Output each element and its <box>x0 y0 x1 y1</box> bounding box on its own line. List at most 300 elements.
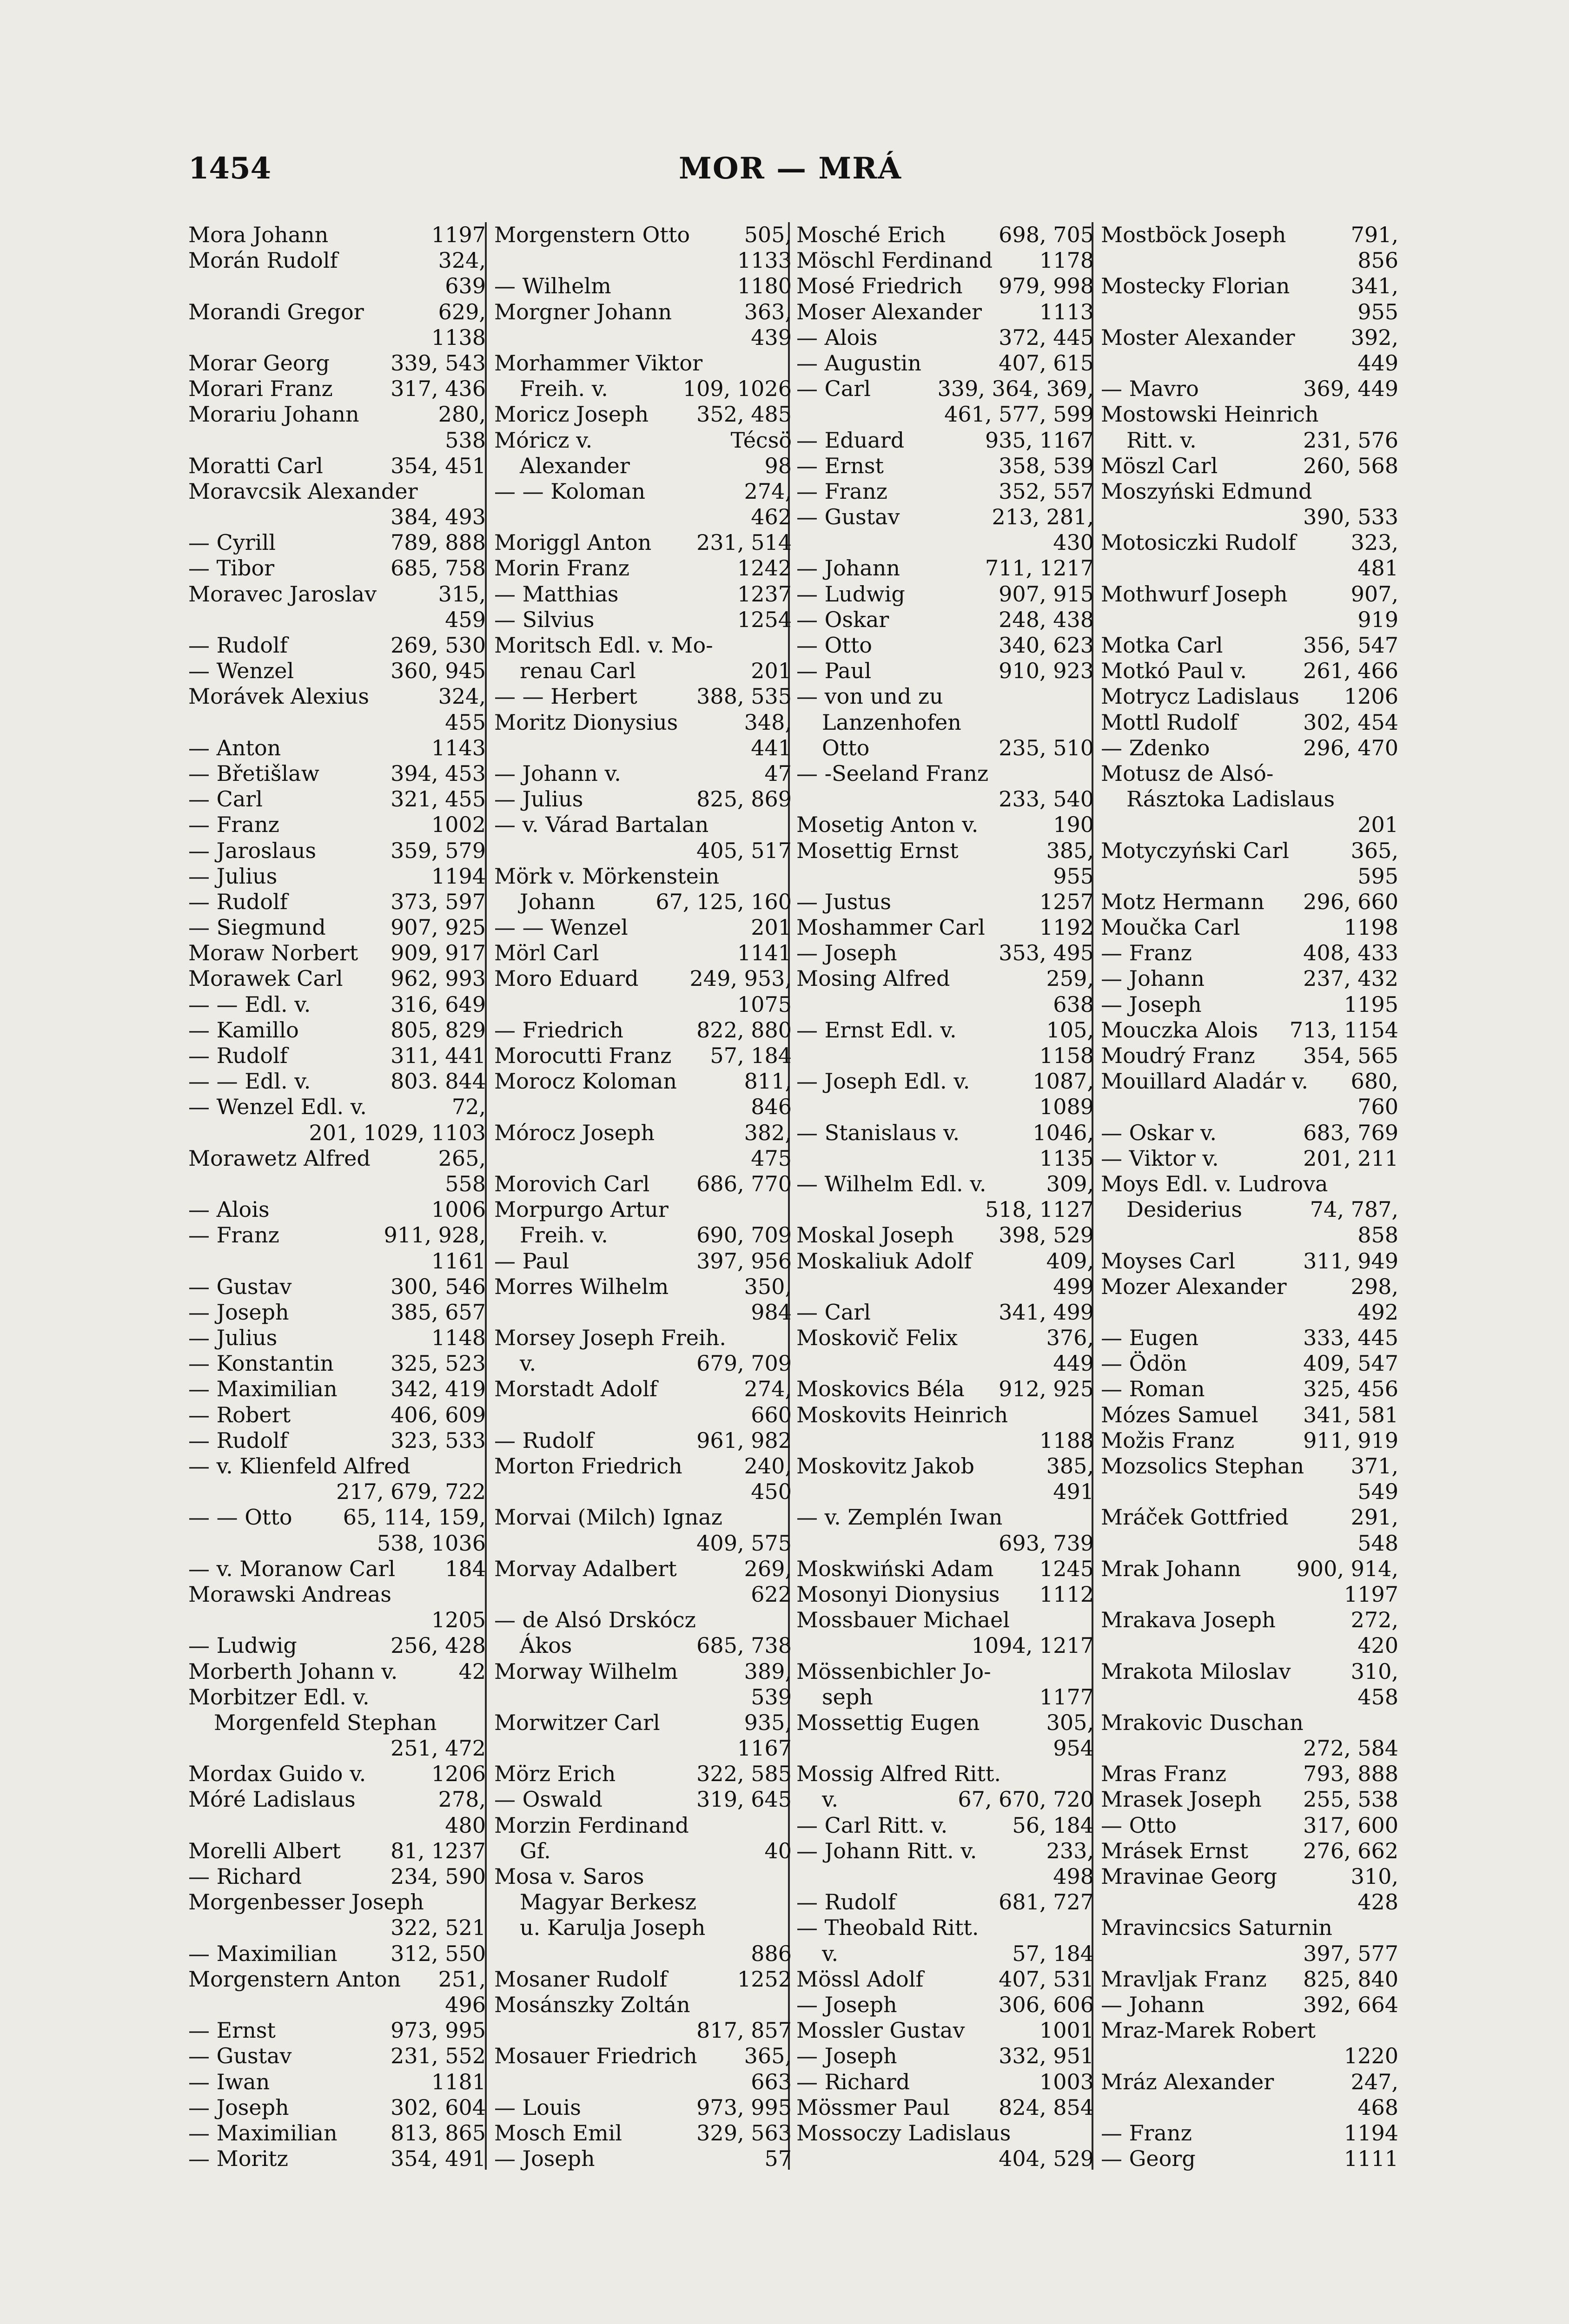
index-entry <box>796 325 1094 350</box>
entry-name: Mozsolics Stephan <box>1101 1453 1304 1479</box>
entry-name: Mouczka Alois <box>1101 1017 1258 1043</box>
index-entry <box>1101 1838 1398 1864</box>
index-entry-line: Mossbauer Michael <box>796 1607 1010 1633</box>
index-entry <box>1101 1069 1398 1094</box>
index-entry-line: Mostowski Heinrich <box>1101 402 1319 427</box>
entry-name: v. <box>822 1787 839 1812</box>
entry-pages: 255, 538 <box>1303 1787 1398 1812</box>
entry-name: — Rudolf <box>188 1427 288 1453</box>
index-entry-line: — v. Zemplén Iwan <box>796 1505 1003 1530</box>
entry-name: — Franz <box>796 478 887 504</box>
entry-page-continuation: 480 <box>445 1812 486 1838</box>
entry-name: — Johann v. <box>494 760 621 786</box>
entry-page-continuation: 272, 584 <box>1303 1736 1398 1761</box>
entry-pages: 296, 660 <box>1303 889 1398 914</box>
entry-page-continuation: 233, 540 <box>999 786 1094 812</box>
entry-pages: 234, 590 <box>391 1864 486 1889</box>
entry-pages: 679, 709 <box>696 1351 792 1376</box>
entry-pages: 350, <box>744 1274 792 1299</box>
entry-pages: 98 <box>764 453 792 478</box>
entry-name: — Oswald <box>494 1787 602 1812</box>
index-entry-line: — von und zu <box>796 684 943 709</box>
entry-name: — Franz <box>1101 940 1192 966</box>
entry-pages: 321, 455 <box>391 786 486 812</box>
entry-pages: 1143 <box>431 735 486 760</box>
entry-pages: 962, 993 <box>391 966 486 991</box>
entry-name: Mosché Erich <box>796 222 946 247</box>
entry-pages: 302, 604 <box>391 2094 486 2120</box>
entry-name: Móricz v. <box>494 427 593 453</box>
entry-pages: 1254 <box>737 607 792 632</box>
entry-name: — Joseph <box>1101 991 1202 1017</box>
index-entry <box>1101 2069 1398 2095</box>
entry-pages: 312, 550 <box>391 1941 486 1966</box>
index-entry <box>188 1838 486 1864</box>
entry-pages: 1111 <box>1344 2146 1398 2172</box>
entry-pages: 813, 865 <box>391 2120 486 2146</box>
entry-pages: 979, 998 <box>999 273 1094 299</box>
index-entry <box>494 2146 792 2172</box>
index-entry <box>796 376 1094 402</box>
index-entry <box>188 2069 486 2095</box>
entry-name: Mothwurf Joseph <box>1101 581 1288 607</box>
index-entry <box>188 1376 486 1402</box>
entry-name: — Franz <box>1101 2120 1192 2146</box>
entry-name: — — Edl. v. <box>188 991 311 1017</box>
index-entry <box>188 1633 486 1658</box>
index-entry <box>1101 1505 1398 1530</box>
entry-pages: 332, 951 <box>999 2043 1094 2069</box>
entry-pages: 1046, <box>1033 1120 1094 1145</box>
index-entry <box>188 1659 486 1684</box>
entry-pages: 1194 <box>431 863 486 889</box>
entry-pages: 352, 557 <box>999 478 1094 504</box>
entry-page-continuation: 459 <box>445 607 486 632</box>
entry-pages: 333, 445 <box>1303 1325 1398 1351</box>
entry-name: Morton Friedrich <box>494 1453 682 1479</box>
entry-pages: 248, 438 <box>999 607 1094 632</box>
index-entry <box>1101 1274 1398 1300</box>
index-entry <box>494 1376 792 1402</box>
index-entry <box>1101 940 1398 966</box>
entry-name: — Viktor v. <box>1101 1145 1219 1171</box>
index-entry <box>1101 1017 1398 1043</box>
index-entry <box>1101 2120 1398 2146</box>
index-entry <box>796 1376 1094 1402</box>
entry-page-continuation: 492 <box>1357 1299 1398 1325</box>
entry-page-continuation: 430 <box>1053 530 1094 555</box>
entry-pages: 278, <box>438 1787 486 1812</box>
index-entry <box>796 479 1094 504</box>
index-entry <box>494 1351 792 1376</box>
index-entry <box>1101 1376 1398 1402</box>
index-entry <box>1101 376 1398 402</box>
entry-pages: 353, 495 <box>999 940 1094 966</box>
index-entry <box>494 710 792 735</box>
index-entry <box>1101 838 1398 864</box>
entry-pages: 1113 <box>1039 299 1094 324</box>
entry-pages: 260, 568 <box>1303 453 1398 478</box>
entry-name: Morocz Koloman <box>494 1069 677 1094</box>
entry-pages: 231, 514 <box>696 530 792 555</box>
entry-name: Morway Wilhelm <box>494 1658 678 1684</box>
entry-page-continuation: 201, 1029, 1103 <box>309 1120 486 1145</box>
entry-name: — Richard <box>796 2069 910 2094</box>
index-entry <box>188 1941 486 1967</box>
index-entry <box>1101 2146 1398 2172</box>
index-entry <box>188 1505 486 1530</box>
entry-pages: 385, <box>1046 1453 1094 1479</box>
entry-pages: 47 <box>764 760 792 786</box>
index-entry <box>188 1222 486 1248</box>
entry-name: Moratti Carl <box>188 453 323 478</box>
entry-pages: 341, 581 <box>1303 1402 1398 1427</box>
index-entry <box>188 1197 486 1222</box>
entry-pages: 1206 <box>1344 684 1398 709</box>
entry-name: — Alois <box>796 324 878 350</box>
entry-name: — Joseph <box>494 2146 595 2172</box>
entry-page-continuation: 558 <box>445 1171 486 1196</box>
entry-page-continuation: 693, 739 <box>999 1530 1094 1556</box>
entry-name: Alexander <box>520 453 630 478</box>
entry-pages: 359, 579 <box>391 838 486 863</box>
entry-name: Mravinae Georg <box>1101 1864 1278 1889</box>
index-entry-line: Motusz de Alsó- <box>1101 760 1274 786</box>
entry-pages: 341, <box>1351 273 1398 299</box>
entry-pages: 629, <box>438 299 486 324</box>
entry-pages: 81, 1237 <box>391 1838 486 1863</box>
entry-name: — Wilhelm Edl. v. <box>796 1171 986 1196</box>
entry-pages: 408, 433 <box>1303 940 1398 966</box>
entry-pages: 711, 1217 <box>985 555 1094 581</box>
entry-name: Motosiczki Rudolf <box>1101 530 1296 555</box>
index-entry <box>188 966 486 991</box>
index-entry-line: Morhammer Viktor <box>494 350 703 376</box>
entry-pages: 233, <box>1046 1838 1094 1863</box>
entry-name: Morandi Gregor <box>188 299 364 324</box>
index-entry <box>188 402 486 427</box>
index-entry <box>188 299 486 325</box>
index-entry <box>1101 1556 1398 1582</box>
entry-name: Mostböck Joseph <box>1101 222 1286 247</box>
index-entry <box>1101 992 1398 1017</box>
entry-name: — Wilhelm <box>494 273 611 299</box>
entry-pages: 365, <box>744 2043 792 2069</box>
index-entry <box>494 607 792 633</box>
entry-pages: 311, 441 <box>391 1043 486 1068</box>
entry-page-continuation: 449 <box>1053 1351 1094 1376</box>
index-entry-line: Morawski Andreas <box>188 1581 391 1607</box>
entry-name: — Paul <box>796 658 872 684</box>
entry-name: — Carl Ritt. v. <box>796 1812 948 1838</box>
entry-page-continuation: 663 <box>751 2069 792 2094</box>
entry-pages: 269, <box>744 1556 792 1581</box>
entry-pages: 306, 606 <box>999 1992 1094 2017</box>
entry-pages: 339, 543 <box>391 350 486 376</box>
entry-pages: 803. 844 <box>391 1069 486 1094</box>
entry-pages: 240, <box>744 1453 792 1479</box>
entry-page-continuation: 1197 <box>1344 1581 1398 1607</box>
index-entry <box>188 1300 486 1325</box>
entry-pages: 1197 <box>431 222 486 247</box>
index-entry <box>188 992 486 1017</box>
index-entry <box>494 1069 792 1094</box>
entry-pages: 274, <box>744 1376 792 1402</box>
index-entry <box>188 786 486 812</box>
entry-name: — Tibor <box>188 555 275 581</box>
entry-page-continuation: 538 <box>445 427 486 453</box>
index-entry-line: Moritsch Edl. v. Mo- <box>494 633 713 658</box>
entry-pages: 680, <box>1351 1069 1398 1094</box>
index-entry <box>188 1351 486 1376</box>
entry-pages: 356, 547 <box>1303 633 1398 658</box>
entry-pages: 376, <box>1046 1325 1094 1351</box>
entry-pages: 911, 919 <box>1303 1427 1398 1453</box>
entry-pages: 1003 <box>1039 2069 1094 2094</box>
entry-pages: 316, 649 <box>391 991 486 1017</box>
entry-name: — Joseph <box>188 1299 289 1325</box>
entry-pages: 298, <box>1351 1274 1398 1299</box>
entry-page-continuation: 984 <box>751 1299 792 1325</box>
entry-page-continuation: 439 <box>751 324 792 350</box>
entry-name: — Rudolf <box>188 889 288 914</box>
index-entry <box>1101 1351 1398 1376</box>
entry-pages: 184 <box>445 1556 486 1581</box>
entry-name: Možis Franz <box>1101 1427 1235 1453</box>
entry-name: Otto <box>822 735 870 760</box>
index-entry-line: Moys Edl. v. Ludrova <box>1101 1171 1328 1196</box>
entry-pages: 213, 281, <box>992 504 1094 530</box>
entry-pages: 317, 600 <box>1303 1812 1398 1838</box>
entry-name: Moriggl Anton <box>494 530 652 555</box>
entry-name: Moravec Jaroslav <box>188 581 377 607</box>
index-entry <box>188 248 486 273</box>
index-entry <box>796 633 1094 658</box>
index-entry-line: Moszyński Edmund <box>1101 478 1312 504</box>
entry-name: Morgenstern Anton <box>188 1966 401 1992</box>
entry-pages: 56, 184 <box>1012 1812 1094 1838</box>
entry-pages: 305, <box>1046 1710 1094 1735</box>
entry-pages: 789, 888 <box>391 530 486 555</box>
index-entry <box>1101 1248 1398 1274</box>
entry-name: Morávek Alexius <box>188 684 369 709</box>
entry-pages: 1252 <box>737 1966 792 1992</box>
entry-name: Moučka Carl <box>1101 915 1240 940</box>
index-entry <box>796 453 1094 479</box>
entry-page-continuation: 1135 <box>1039 1145 1094 1171</box>
entry-pages: 406, 609 <box>391 1402 486 1427</box>
index-entry-line: Morbitzer Edl. v. <box>188 1684 370 1710</box>
index-entry <box>494 786 792 812</box>
index-entry-line: Morsey Joseph Freih. <box>494 1325 726 1351</box>
index-entry <box>796 658 1094 684</box>
entry-pages: 65, 114, 159, <box>343 1505 486 1530</box>
entry-page-continuation: 498 <box>1053 1864 1094 1889</box>
index-entry-line: — v. Klienfeld Alfred <box>188 1453 410 1479</box>
entry-name: Motka Carl <box>1101 633 1223 658</box>
entry-name: — Zdenko <box>1101 735 1210 760</box>
entry-pages: 354, 565 <box>1303 1043 1398 1068</box>
entry-page-continuation: 462 <box>751 504 792 530</box>
entry-name: — Julius <box>494 786 583 812</box>
entry-name: Mozer Alexander <box>1101 1274 1287 1299</box>
entry-name: — Anton <box>188 735 281 760</box>
entry-pages: 276, 662 <box>1303 1838 1398 1863</box>
entry-name: — Franz <box>188 812 279 838</box>
entry-name: Mrasek Joseph <box>1101 1787 1262 1812</box>
entry-name: — Eduard <box>796 427 905 453</box>
index-entry <box>796 1582 1094 1607</box>
entry-page-continuation: 955 <box>1053 863 1094 889</box>
index-entry <box>188 658 486 684</box>
entry-name: Mouillard Aladár v. <box>1101 1069 1309 1094</box>
index-entry <box>494 1659 792 1684</box>
entry-page-continuation: 251, 472 <box>391 1736 486 1761</box>
entry-pages: 1178 <box>1039 248 1094 273</box>
entry-pages: 409, <box>1046 1248 1094 1274</box>
entry-pages: 1237 <box>737 581 792 607</box>
entry-page-continuation: 450 <box>751 1479 792 1505</box>
entry-name: — Alois <box>188 1197 270 1222</box>
entry-pages: Técsö <box>730 427 792 453</box>
entry-page-continuation: 455 <box>445 709 486 735</box>
entry-page-continuation: 405, 517 <box>696 838 792 863</box>
index-entry-line: Mossoczy Ladislaus <box>796 2120 1011 2146</box>
entry-name: Morocutti Franz <box>494 1043 672 1068</box>
index-entry <box>796 1325 1094 1351</box>
entry-pages: 324, <box>438 684 486 709</box>
entry-name: — Maximilian <box>188 1941 338 1966</box>
entry-pages: 325, 523 <box>391 1351 486 1376</box>
index-entry <box>188 684 486 709</box>
entry-page-continuation: 481 <box>1357 555 1398 581</box>
entry-pages: 67, 670, 720 <box>958 1787 1094 1812</box>
entry-name: — — Koloman <box>494 478 646 504</box>
entry-page-continuation: 1094, 1217 <box>971 1633 1094 1658</box>
entry-page-continuation: 390, 533 <box>1303 504 1398 530</box>
entry-pages: 385, <box>1046 838 1094 863</box>
entry-name: — Julius <box>188 863 278 889</box>
entry-pages: 1141 <box>737 940 792 966</box>
entry-page-continuation: 538, 1036 <box>377 1530 486 1556</box>
index-entry <box>1101 453 1398 479</box>
entry-pages: 311, 949 <box>1303 1248 1398 1274</box>
index-entry <box>188 2043 486 2069</box>
index-entry-line: Morzin Ferdinand <box>494 1812 689 1838</box>
index-entry <box>796 1069 1094 1094</box>
entry-pages: 74, 787, <box>1310 1197 1398 1222</box>
entry-pages: 822, 880 <box>696 1017 792 1043</box>
entry-page-continuation: 420 <box>1357 1633 1398 1658</box>
entry-name: — Wenzel <box>188 658 294 684</box>
entry-pages: 1148 <box>431 1325 486 1351</box>
entry-pages: 1006 <box>431 1197 486 1222</box>
entry-page-continuation: 638 <box>1053 991 1094 1017</box>
index-entry <box>796 607 1094 633</box>
index-entry <box>1101 889 1398 915</box>
index-entry <box>494 889 792 915</box>
index-entry <box>494 1710 792 1736</box>
entry-pages: 201 <box>751 915 792 940</box>
index-entry <box>188 2018 486 2043</box>
entry-page-continuation: 475 <box>751 1145 792 1171</box>
entry-page-continuation: 397, 577 <box>1303 1941 1398 1966</box>
entry-name: — Friedrich <box>494 1017 623 1043</box>
entry-page-continuation: 518, 1127 <box>985 1197 1094 1222</box>
entry-name: Mörl Carl <box>494 940 599 966</box>
index-entry-line: Magyar Berkesz <box>520 1889 696 1915</box>
index-entry <box>188 2095 486 2120</box>
index-entry <box>188 2146 486 2172</box>
index-entry <box>188 864 486 889</box>
entry-page-continuation: 217, 679, 722 <box>336 1479 486 1505</box>
page-header <box>0 151 1569 202</box>
entry-name: Morariu Johann <box>188 402 359 427</box>
index-entry <box>494 1171 792 1197</box>
entry-name: — Iwan <box>188 2069 270 2094</box>
entry-name: Moricz Joseph <box>494 402 649 427</box>
entry-pages: 1192 <box>1039 915 1094 940</box>
entry-name: — Kamillo <box>188 1017 299 1043</box>
index-entry <box>796 248 1094 273</box>
index-entry-line: Morpurgo Artur <box>494 1197 669 1222</box>
entry-pages: 389, <box>744 1658 792 1684</box>
entry-name: Mosaner Rudolf <box>494 1966 668 1992</box>
entry-name: Morstadt Adolf <box>494 1376 657 1402</box>
entry-name: Mottl Rudolf <box>1101 709 1238 735</box>
entry-page-continuation: 660 <box>751 1402 792 1427</box>
entry-name: — Maximilian <box>188 2120 338 2146</box>
index-entry-line: Mosa v. Saros <box>494 1864 644 1889</box>
entry-name: Mras Franz <box>1101 1761 1226 1787</box>
index-entry <box>188 1787 486 1812</box>
entry-name: Morres Wilhelm <box>494 1274 669 1299</box>
entry-pages: 1257 <box>1039 889 1094 914</box>
index-entry-line: Moskovits Heinrich <box>796 1402 1008 1427</box>
index-entry <box>1101 710 1398 735</box>
index-entry <box>188 1069 486 1094</box>
entry-name: Gf. <box>520 1838 551 1863</box>
index-entry <box>796 299 1094 325</box>
entry-pages: 1242 <box>737 555 792 581</box>
index-entry <box>494 2095 792 2120</box>
index-entry <box>796 1710 1094 1736</box>
entry-name: Morgenstern Otto <box>494 222 690 247</box>
entry-name: Mörz Erich <box>494 1761 616 1787</box>
entry-name: Morin Franz <box>494 555 629 581</box>
entry-pages: 315, <box>438 581 486 607</box>
index-entry <box>188 1146 486 1171</box>
entry-name: Motz Hermann <box>1101 889 1264 914</box>
entry-name: — Joseph <box>796 940 897 966</box>
entry-name: — Gustav <box>188 2043 292 2069</box>
index-entry <box>188 453 486 479</box>
index-entry <box>188 530 486 555</box>
entry-name: Mostecky Florian <box>1101 273 1290 299</box>
entry-name: Morberth Johann v. <box>188 1658 398 1684</box>
entry-pages: 825, 840 <box>1303 1966 1398 1992</box>
entry-pages: 317, 436 <box>391 376 486 402</box>
entry-page-continuation: 1133 <box>737 248 792 273</box>
index-entry <box>188 940 486 966</box>
entry-page-continuation: 404, 529 <box>999 2146 1094 2172</box>
entry-pages: 685, 758 <box>391 555 486 581</box>
index-entry <box>188 555 486 581</box>
entry-pages: 300, 546 <box>391 1274 486 1299</box>
entry-name: — Johann <box>1101 1992 1205 2017</box>
index-entry <box>188 633 486 658</box>
entry-name: — Ludwig <box>796 581 905 607</box>
